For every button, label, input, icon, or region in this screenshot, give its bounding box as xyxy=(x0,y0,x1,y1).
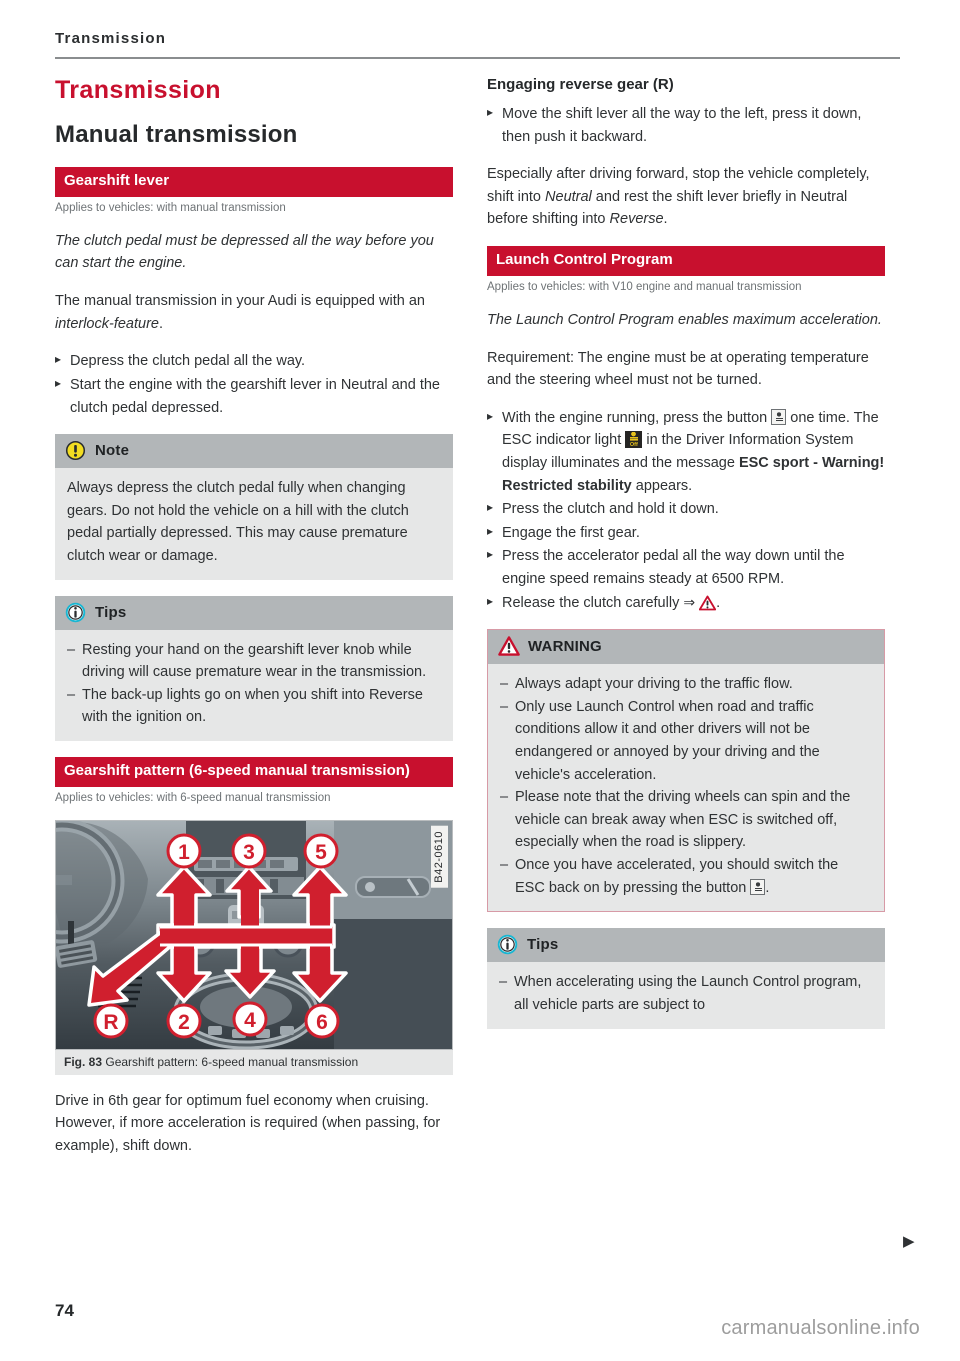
figure-image xyxy=(55,820,453,1050)
svg-text:4: 4 xyxy=(244,1008,256,1032)
launch-control-heading: Launch Control Program xyxy=(487,246,885,276)
svg-text:5: 5 xyxy=(315,840,327,864)
figure-caption-label: Fig. 83 xyxy=(64,1054,103,1069)
warning-list xyxy=(500,673,872,899)
interlock-term: interlock-feature xyxy=(55,315,159,332)
interlock-text-b: . xyxy=(158,315,163,332)
launch-control-steps xyxy=(487,407,885,614)
reverse-gear-heading: Engaging reverse gear (R) xyxy=(487,76,674,93)
info-icon xyxy=(497,934,518,955)
figure-caption xyxy=(55,1050,453,1075)
svg-text:2: 2 xyxy=(178,1010,190,1034)
gearshift-pattern-applies: Applies to vehicles: with 6-speed manual transmission xyxy=(55,791,331,804)
tips-box-label: Tips xyxy=(95,603,127,621)
list-item: – Please note that the driving wheels can spin and the vehicle can break away when ESC is switched off, especially when the road is slippery. xyxy=(500,786,872,854)
list-item: – Only use Launch Control when road and traffic conditions allow it and other drivers will not be endangered or annoyed by your driving and the vehicle's acceleration. xyxy=(500,696,872,786)
figure-caption-text: Gearshift pattern: 6-speed manual transmission xyxy=(105,1054,359,1069)
esc-button-icon xyxy=(771,409,786,425)
gearshift-lever-steps xyxy=(55,350,453,419)
continuation-arrow-icon: ▶ xyxy=(903,1233,915,1250)
right-column xyxy=(487,76,885,1045)
gearshift-pattern-paragraph: Drive in 6th gear for optimum fuel economy when cruising. However, if more acceleration is required (when passing, for example), shift down. xyxy=(55,1092,441,1155)
warning-triangle-icon xyxy=(699,595,716,611)
list-item: ▸ Press the clutch and hold it down. xyxy=(487,498,885,521)
launch-control-requirement: Requirement: The engine must be at operating temperature and the steering wheel must not be turned. xyxy=(487,349,869,389)
info-icon xyxy=(65,602,86,623)
reverse-text-c: . xyxy=(663,211,668,228)
svg-text:1: 1 xyxy=(178,840,190,864)
list-item: ▸ Depress the clutch pedal all the way. xyxy=(55,350,453,373)
svg-text:R: R xyxy=(103,1010,119,1034)
step5-text-a: Release the clutch carefully xyxy=(502,594,684,611)
warning-box-label: WARNING xyxy=(528,638,602,656)
interlock-paragraph xyxy=(55,290,453,335)
list-item xyxy=(487,592,885,615)
list-item: ▸ Start the engine with the gearshift lever in Neutral and the clutch pedal depressed. xyxy=(55,374,453,419)
tips-box-header xyxy=(487,928,885,962)
note-box-header xyxy=(55,434,453,468)
running-header: Transmission xyxy=(55,30,167,47)
launch-control-intro: The Launch Control Program enables maximum acceleration. xyxy=(487,311,882,328)
note-box-body xyxy=(55,468,453,579)
svg-text:6: 6 xyxy=(316,1010,328,1034)
step1-text-c: in the Driver Information System display illuminates and the message xyxy=(502,432,854,471)
page-number: 74 xyxy=(55,1301,74,1320)
tips-list xyxy=(499,971,873,1016)
esc-sport-message: ESC sport - Warning! Restricted stability xyxy=(502,454,885,494)
reverse-gear-steps xyxy=(487,103,885,148)
gearshift-lever-heading: Gearshift lever xyxy=(55,167,453,197)
note-box-label: Note xyxy=(95,442,130,460)
note-exclamation-icon xyxy=(65,440,86,461)
list-item: ▸ Move the shift lever all the way to the left, press it down, then push it backward. xyxy=(487,103,885,148)
list-item: – Resting your hand on the gearshift lever knob while driving will cause premature wear in the transmission. xyxy=(67,639,441,684)
list-item: – Always adapt your driving to the traffic flow. xyxy=(500,673,872,696)
tips-box-label: Tips xyxy=(527,936,559,954)
chapter-title: Transmission xyxy=(55,76,221,104)
tips-box-body xyxy=(55,630,453,741)
warning-last-suffix: . xyxy=(765,879,770,896)
step1-text-a: With the engine running, press the button xyxy=(502,409,772,426)
esc-button-icon xyxy=(750,879,765,895)
step1-text-d: appears. xyxy=(631,477,693,494)
reverse-term: Reverse xyxy=(609,211,664,228)
figure-image-code: B42-0610 xyxy=(431,826,448,888)
list-item xyxy=(500,854,872,899)
gearshift-lever-applies: Applies to vehicles: with manual transmission xyxy=(55,201,286,214)
note-box-text: Always depress the clutch pedal fully when changing gears. Do not hold the vehicle on a hill with the clutch pedal partially depressed. This may cause premature clutch wear or damage. xyxy=(67,480,409,564)
gearshift-lever-intro: The clutch pedal must be depressed all the way before you can start the engine. xyxy=(55,232,434,272)
watermark: carmanualsonline.info xyxy=(721,1317,920,1339)
list-item xyxy=(487,407,885,497)
list-item: ▸ Press the accelerator pedal all the way down until the engine speed remains steady at 6500 RPM. xyxy=(487,545,885,590)
gearshift-pattern-figure xyxy=(55,820,453,1075)
launch-control-applies: Applies to vehicles: with V10 engine and manual transmission xyxy=(487,280,802,293)
section-title: Manual transmission xyxy=(55,121,298,148)
warning-box-body xyxy=(488,664,884,911)
warning-triangle-icon xyxy=(498,636,519,657)
interlock-text-a: The manual transmission in your Audi is equipped with an xyxy=(55,293,425,310)
list-item: – When accelerating using the Launch Control program, all vehicle parts are subject to xyxy=(499,971,873,1016)
svg-text:3: 3 xyxy=(243,840,255,864)
reverse-text-b: and rest the shift lever briefly in Neutral before shifting into xyxy=(487,188,848,228)
reverse-text-a: Especially after driving forward, stop the vehicle completely, shift into xyxy=(487,166,870,205)
step5-text-b: . xyxy=(716,594,721,611)
tips-box-body xyxy=(487,962,885,1028)
esc-off-indicator-icon xyxy=(625,431,642,448)
tips-list xyxy=(67,639,441,729)
cross-reference-arrow: ⇒ xyxy=(683,593,696,610)
tips-box-left xyxy=(55,596,453,741)
warning-box xyxy=(487,629,885,912)
list-item: ▸ Engage the first gear. xyxy=(487,522,885,545)
neutral-term: Neutral xyxy=(545,188,592,205)
reverse-gear-paragraph xyxy=(487,163,885,231)
step1-text-b: one time. The ESC indicator light xyxy=(502,409,879,449)
warning-last-prefix: Once you have accelerated, you should switch the ESC back on by pressing the button xyxy=(515,857,839,896)
list-item: – The back-up lights go on when you shift into Reverse with the ignition on. xyxy=(67,684,441,729)
header-divider xyxy=(55,57,900,59)
gearshift-pattern-heading: Gearshift pattern (6-speed manual transmission) xyxy=(55,757,453,787)
tips-box-header xyxy=(55,596,453,630)
tips-box-right xyxy=(487,928,885,1028)
left-column xyxy=(55,76,453,1173)
note-box xyxy=(55,434,453,579)
warning-box-header xyxy=(488,630,884,664)
